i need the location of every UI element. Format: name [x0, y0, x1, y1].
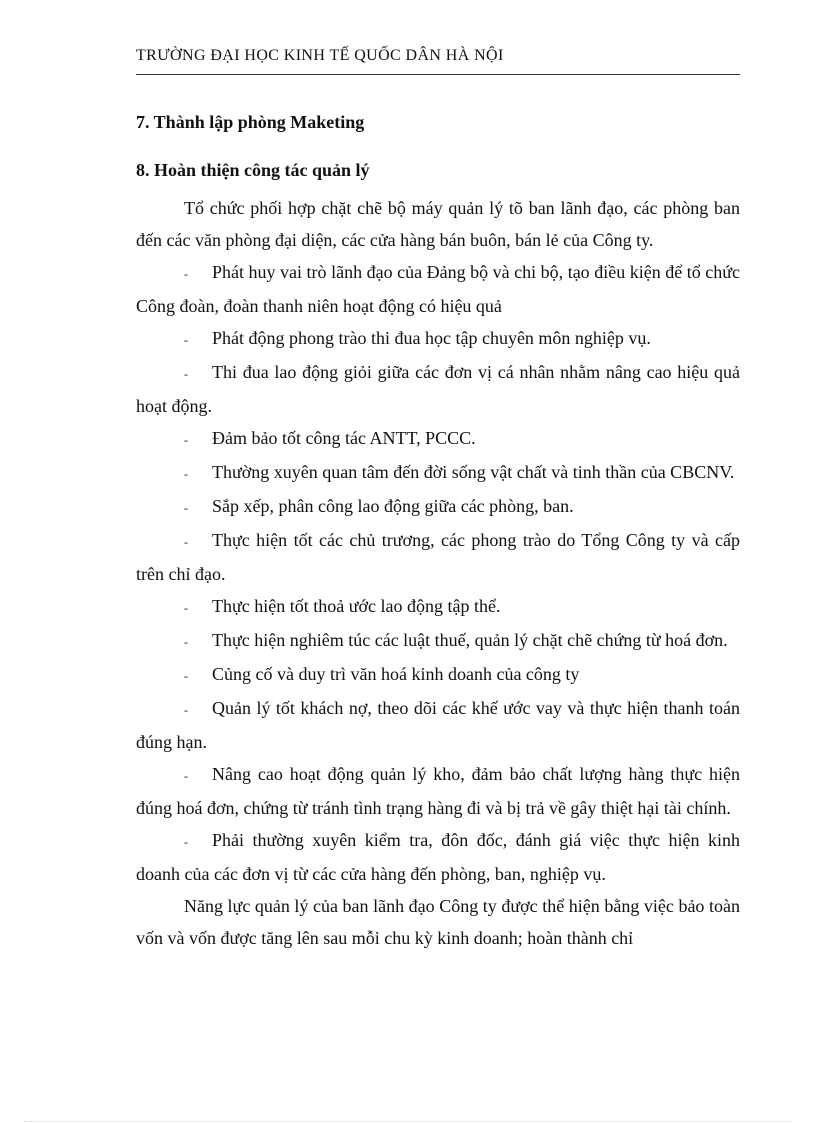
list-item: [136, 256, 740, 322]
dash-bullet-icon: -: [184, 433, 188, 447]
dash-bullet-icon: -: [184, 703, 188, 717]
list-item: [136, 692, 740, 758]
dash-bullet-icon: -: [184, 669, 188, 683]
dash-bullet-icon: -: [184, 367, 188, 381]
dash-bullet-icon: -: [184, 333, 188, 347]
list-item-text: Đảm bảo tốt công tác ANTT, PCCC.: [212, 428, 476, 448]
dash-bullet-icon: -: [184, 267, 188, 281]
list-item: [136, 490, 740, 524]
list-item: [136, 758, 740, 824]
section-heading-8: 8. Hoàn thiện công tác quản lý: [136, 160, 370, 180]
list-item-text: Phát huy vai trò lãnh đạo của Đảng bộ và chi bộ, tạo điều kiện để tổ chức Công đoàn, đoàn thanh niên hoạt động có hiệu quả: [136, 262, 740, 316]
list-item: [136, 322, 740, 356]
list-item-text: Phải thường xuyên kiểm tra, đôn đốc, đánh giá việc thực hiện kinh doanh của các đơn vị từ các cửa hàng đến phòng, ban, nghiệp vụ.: [136, 830, 740, 884]
closing-paragraph: Năng lực quản lý của ban lãnh đạo Công ty được thể hiện bằng việc bảo toàn vốn và vốn được tăng lên sau mỗi chu kỳ kinh doanh; hoàn thành chỉ: [136, 896, 740, 948]
list-item-text: Sắp xếp, phân công lao động giữa các phòng, ban.: [212, 496, 574, 516]
dash-bullet-icon: -: [184, 835, 188, 849]
dash-bullet-icon: -: [184, 635, 188, 649]
footer-divider: [24, 1121, 792, 1122]
list-item: [136, 356, 740, 422]
list-item: [136, 658, 740, 692]
list-item: [136, 824, 740, 890]
list-item-text: Thực hiện tốt các chủ trương, các phong trào do Tổng Công ty và cấp trên chỉ đạo.: [136, 530, 740, 584]
list-item: [136, 456, 740, 490]
intro-paragraph: Tổ chức phối hợp chặt chẽ bộ máy quản lý tõ ban lãnh đạo, các phòng ban đến các văn phòng đại diện, các cửa hàng bán buôn, bán lẻ của Công ty.: [136, 198, 740, 250]
list-item-text: Nâng cao hoạt động quản lý kho, đảm bảo chất lượng hàng thực hiện đúng hoá đơn, chứng từ tránh tình trạng hàng đi và bị trả về gây thiệt hại tài chính.: [136, 764, 740, 818]
header-divider: [136, 74, 740, 75]
list-item: [136, 524, 740, 590]
list-item-text: Thực hiện tốt thoả ước lao động tập thể.: [212, 596, 501, 616]
body-text: [136, 192, 740, 954]
list-item-text: Thi đua lao động giỏi giữa các đơn vị cá nhân nhằm nâng cao hiệu quả hoạt động.: [136, 362, 740, 416]
dash-bullet-icon: -: [184, 601, 188, 615]
list-item: [136, 422, 740, 456]
list-item-text: Phát động phong trào thi đua học tập chuyên môn nghiệp vụ.: [212, 328, 651, 348]
list-item: [136, 624, 740, 658]
list-item-text: Thực hiện nghiêm túc các luật thuế, quản lý chặt chẽ chứng từ hoá đơn.: [212, 630, 728, 650]
dash-bullet-icon: -: [184, 501, 188, 515]
list-item: [136, 590, 740, 624]
page-header-title: TRƯỜNG ĐẠI HỌC KINH TẾ QUỐC DÂN HÀ NỘI: [136, 47, 504, 64]
list-item-text: Quản lý tốt khách nợ, theo dõi các khế ước vay và thực hiện thanh toán đúng hạn.: [136, 698, 740, 752]
dash-bullet-icon: -: [184, 535, 188, 549]
list-item-text: Củng cố và duy trì văn hoá kinh doanh của công ty: [212, 664, 580, 684]
dash-bullet-icon: -: [184, 769, 188, 783]
section-heading-7: 7. Thành lập phòng Maketing: [136, 112, 365, 132]
dash-bullet-icon: -: [184, 467, 188, 481]
list-item-text: Thường xuyên quan tâm đến đời sống vật chất và tinh thần của CBCNV.: [212, 462, 735, 482]
